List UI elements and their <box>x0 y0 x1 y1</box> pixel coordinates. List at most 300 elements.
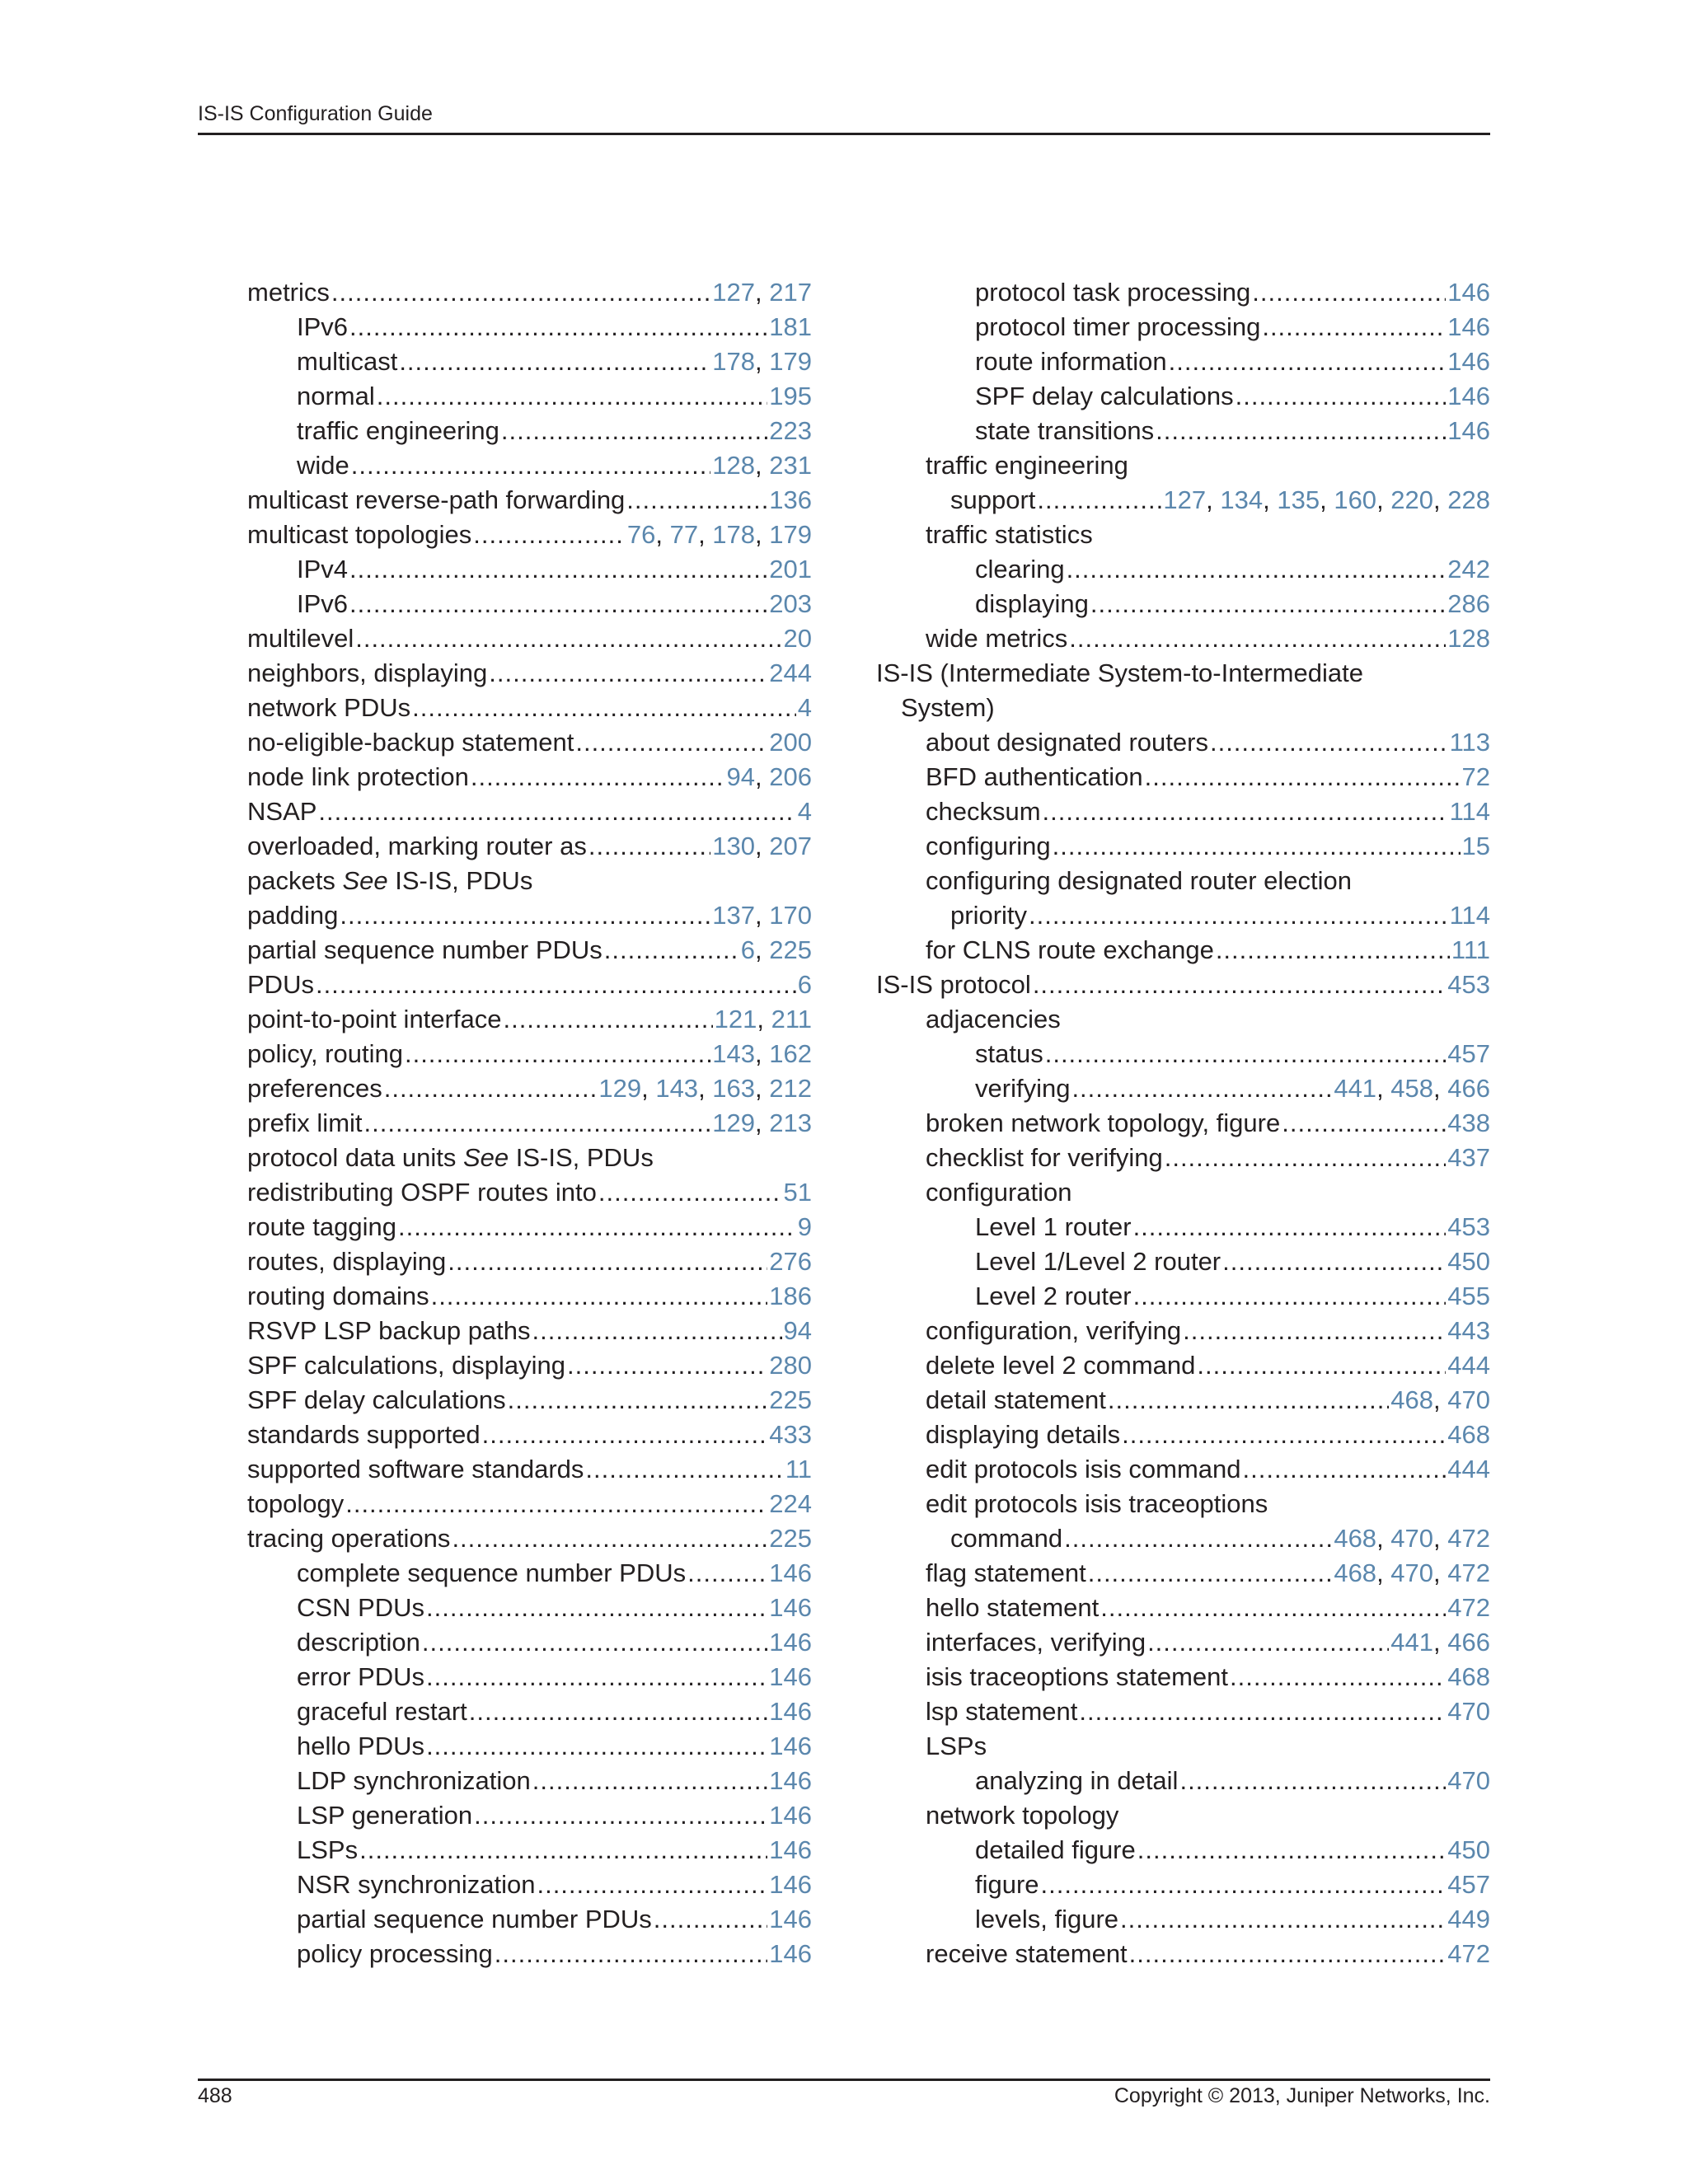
page-link[interactable]: 441 <box>1390 1628 1434 1657</box>
index-entry <box>876 1314 1490 1348</box>
index-entry <box>247 691 812 725</box>
page-link[interactable]: 6 <box>797 970 812 999</box>
index-entry <box>876 1210 1490 1244</box>
index-term: policy processing <box>297 1939 493 1968</box>
index-entry <box>876 414 1490 448</box>
index-entry <box>247 483 812 518</box>
dot-leader <box>351 448 711 483</box>
page-references <box>785 1452 812 1487</box>
page-references: 441, 466 <box>1390 1628 1490 1657</box>
dot-leader <box>469 1694 768 1729</box>
page-link[interactable]: 276 <box>769 1247 812 1276</box>
page-link[interactable]: 178 <box>712 520 756 549</box>
index-term: adjacencies <box>926 1005 1061 1033</box>
page-references <box>1450 725 1490 760</box>
page-link[interactable]: 114 <box>1449 797 1490 826</box>
see-reference: See <box>342 866 388 895</box>
dot-leader <box>471 760 725 794</box>
page-link[interactable]: 223 <box>769 416 812 445</box>
page-link[interactable]: 468 <box>1334 1558 1377 1587</box>
index-term: protocol data units See IS-IS, PDUs <box>247 1143 654 1172</box>
page-references <box>769 1591 812 1625</box>
page-link[interactable]: 162 <box>769 1039 812 1068</box>
page-link[interactable]: 217 <box>769 278 812 307</box>
page-references <box>769 1902 812 1937</box>
index-entry <box>876 968 1490 1002</box>
index-entry <box>876 760 1490 794</box>
page-link[interactable]: 224 <box>769 1489 812 1518</box>
page-link[interactable]: 134 <box>1220 485 1264 514</box>
page-link[interactable]: 137 <box>712 901 756 930</box>
index-term: multicast <box>297 347 398 376</box>
page-link[interactable]: 160 <box>1334 485 1377 514</box>
page-link[interactable]: 146 <box>1447 347 1490 376</box>
page-link[interactable]: 450 <box>1447 1835 1490 1864</box>
page-link[interactable]: 146 <box>769 1870 812 1899</box>
index-term: configuration <box>926 1178 1072 1207</box>
see-target: IS-IS, PDUs <box>509 1143 654 1172</box>
page-link[interactable]: 207 <box>769 832 812 860</box>
page-link[interactable]: 51 <box>783 1178 812 1207</box>
index-term: routing domains <box>247 1282 429 1310</box>
index-term: point-to-point interface <box>247 1005 502 1033</box>
dot-leader <box>1120 1902 1446 1937</box>
index-entry <box>247 448 812 483</box>
page-link[interactable]: 195 <box>769 382 812 410</box>
page-link[interactable]: 280 <box>769 1351 812 1380</box>
index-term: prefix limit <box>247 1108 363 1137</box>
page-references <box>1450 794 1490 829</box>
index-entry <box>876 1798 1490 1833</box>
page-references: 130, 207 <box>712 832 812 860</box>
page-link[interactable]: 94 <box>726 762 756 791</box>
see-target: IS-IS, PDUs <box>387 866 533 895</box>
index-entry <box>247 760 812 794</box>
page-link[interactable]: 438 <box>1447 1108 1490 1137</box>
index-term: NSAP <box>247 797 317 826</box>
index-entry <box>876 1625 1490 1660</box>
page-link[interactable]: 468 <box>1447 1420 1490 1449</box>
page-link[interactable]: 466 <box>1447 1628 1490 1657</box>
page-link[interactable]: 468 <box>1390 1385 1434 1414</box>
index-entry <box>876 864 1490 898</box>
index-entry <box>876 448 1490 483</box>
dot-leader <box>364 1106 711 1141</box>
index-term: SPF delay calculations <box>975 382 1234 410</box>
page-references <box>1447 379 1490 414</box>
page-link[interactable]: 163 <box>712 1074 756 1103</box>
index-entry <box>247 1037 812 1071</box>
index-term: checksum <box>926 797 1041 826</box>
page-link[interactable]: 127 <box>712 278 756 307</box>
page-references <box>769 552 812 587</box>
index-entry <box>247 1452 812 1487</box>
index-term: LSPs <box>297 1835 359 1864</box>
page-link[interactable]: 146 <box>1447 278 1490 307</box>
dot-leader <box>1067 552 1447 587</box>
index-entry <box>876 1279 1490 1314</box>
page-link[interactable]: 114 <box>1449 901 1490 930</box>
page-link[interactable]: 201 <box>769 555 812 583</box>
index-entry <box>247 1660 812 1694</box>
page-link[interactable]: 146 <box>769 1939 812 1968</box>
page-link[interactable]: 468 <box>1447 1662 1490 1691</box>
index-entry <box>247 1418 812 1452</box>
page-link[interactable]: 213 <box>769 1108 812 1137</box>
index-term: displaying details <box>926 1420 1121 1449</box>
page-link[interactable]: 470 <box>1447 1697 1490 1726</box>
page-references: 468, 470, 472 <box>1334 1558 1490 1587</box>
page-references <box>1447 1868 1490 1902</box>
dot-leader <box>501 414 767 448</box>
page-link[interactable]: 146 <box>1447 382 1490 410</box>
index-term: command <box>950 1524 1063 1553</box>
index-term: normal <box>297 382 375 410</box>
index-entry <box>247 1487 812 1521</box>
page-link[interactable]: 458 <box>1390 1074 1434 1103</box>
index-entry <box>247 518 812 552</box>
index-term: figure <box>975 1870 1039 1899</box>
page-link[interactable]: 136 <box>769 485 812 514</box>
page-link[interactable]: 146 <box>1447 416 1490 445</box>
page-link[interactable]: 121 <box>714 1005 757 1033</box>
index-entry <box>247 621 812 656</box>
page-references <box>769 725 812 760</box>
dot-leader <box>398 1210 796 1244</box>
dot-leader <box>1037 483 1161 518</box>
index-term: verifying <box>975 1074 1071 1103</box>
page-references <box>769 483 812 518</box>
page-link[interactable]: 470 <box>1447 1766 1490 1795</box>
dot-leader <box>474 1798 767 1833</box>
page-link[interactable]: 228 <box>1447 485 1490 514</box>
dot-leader <box>503 1002 712 1037</box>
page-link[interactable]: 181 <box>769 312 812 341</box>
page-references: 178, 179 <box>712 347 812 376</box>
index-entry <box>876 1106 1490 1141</box>
page-link[interactable]: 146 <box>769 1801 812 1830</box>
index-entry <box>247 1002 812 1037</box>
index-entry <box>876 1591 1490 1625</box>
page-references: 441, 458, 466 <box>1334 1074 1490 1103</box>
dot-leader <box>412 691 796 725</box>
index-entry <box>247 310 812 344</box>
page-link[interactable]: 146 <box>769 1835 812 1864</box>
page-link[interactable]: 113 <box>1449 728 1490 757</box>
page-link[interactable]: 466 <box>1447 1074 1490 1103</box>
index-term: hello statement <box>926 1593 1100 1622</box>
dot-leader <box>1147 1625 1389 1660</box>
page-references <box>1447 1694 1490 1729</box>
index-term: levels, figure <box>975 1905 1119 1933</box>
page-link[interactable]: 470 <box>1447 1385 1490 1414</box>
page-link[interactable]: 4 <box>797 797 812 826</box>
page-link[interactable]: 146 <box>769 1593 812 1622</box>
page-references <box>1447 1452 1490 1487</box>
page-link[interactable]: 244 <box>769 658 812 687</box>
page-link[interactable]: 129 <box>712 1108 756 1137</box>
index-entry <box>876 379 1490 414</box>
index-term: lsp statement <box>926 1697 1078 1726</box>
dot-leader <box>405 1037 710 1071</box>
index-entry <box>247 1798 812 1833</box>
dot-leader <box>567 1348 767 1383</box>
page-link[interactable]: 111 <box>1451 935 1490 964</box>
page-link[interactable]: 220 <box>1390 485 1434 514</box>
index-entry <box>247 1141 812 1175</box>
page-link[interactable]: 468 <box>1334 1524 1377 1553</box>
copyright-notice: Copyright © 2013, Juniper Networks, Inc. <box>1114 2084 1490 2107</box>
index-entry <box>247 1937 812 1971</box>
page-references <box>769 1729 812 1764</box>
page-link[interactable]: 6 <box>740 935 756 964</box>
dot-leader <box>1262 310 1446 344</box>
index-entry <box>247 794 812 829</box>
page-link[interactable]: 72 <box>1461 762 1490 791</box>
header-rule <box>198 133 1490 135</box>
page-link[interactable]: 225 <box>769 1524 812 1553</box>
dot-leader <box>1236 379 1447 414</box>
index-term: LSP generation <box>297 1801 473 1830</box>
page-link[interactable]: 143 <box>712 1039 756 1068</box>
index-term: LSPs <box>926 1732 987 1760</box>
index-entry <box>247 898 812 933</box>
dot-leader <box>1090 587 1446 621</box>
dot-leader <box>1064 1521 1332 1556</box>
index-entry <box>247 1521 812 1556</box>
dot-leader <box>1169 344 1447 379</box>
index-term: detail statement <box>926 1385 1106 1414</box>
page-link[interactable]: 457 <box>1447 1039 1490 1068</box>
page-link[interactable]: 94 <box>783 1316 812 1345</box>
page-link[interactable]: 135 <box>1277 485 1320 514</box>
index-term: topology <box>247 1489 345 1518</box>
index-term: about designated routers <box>926 728 1208 757</box>
page-link[interactable]: 143 <box>655 1074 699 1103</box>
page-link[interactable]: 206 <box>769 762 812 791</box>
index-entry <box>247 587 812 621</box>
page-references <box>769 1764 812 1798</box>
page-link[interactable]: 212 <box>769 1074 812 1103</box>
page-references: 76, 77, 178, 179 <box>626 520 812 549</box>
page-link[interactable]: 130 <box>712 832 756 860</box>
dot-leader <box>1053 829 1461 864</box>
dot-leader <box>384 1071 598 1106</box>
dot-leader <box>1088 1556 1333 1591</box>
page-link[interactable]: 146 <box>769 1628 812 1657</box>
index-term: error PDUs <box>297 1662 425 1691</box>
index-term: hello PDUs <box>297 1732 425 1760</box>
page-link[interactable]: 4 <box>797 693 812 722</box>
index-term: network PDUs <box>247 693 411 722</box>
page-link[interactable]: 455 <box>1447 1282 1490 1310</box>
page-link[interactable]: 444 <box>1447 1351 1490 1380</box>
index-entry <box>876 933 1490 968</box>
dot-leader <box>377 379 768 414</box>
page-references <box>784 621 812 656</box>
page-link[interactable]: 146 <box>769 1766 812 1795</box>
index-entry <box>876 725 1490 760</box>
index-term: checklist for verifying <box>926 1143 1163 1172</box>
page-link[interactable]: 128 <box>1447 624 1490 653</box>
dot-leader <box>359 1833 767 1868</box>
dot-leader <box>537 1868 767 1902</box>
index-entry <box>876 344 1490 379</box>
page-references <box>769 1418 812 1452</box>
page-link[interactable]: 129 <box>598 1074 642 1103</box>
page-link[interactable]: 225 <box>769 1385 812 1414</box>
page-references: 468, 470, 472 <box>1334 1524 1490 1553</box>
index-term: multilevel <box>247 624 354 653</box>
index-entry <box>876 1487 1490 1521</box>
page-references <box>1447 621 1490 656</box>
page-link[interactable]: 146 <box>769 1662 812 1691</box>
page-link[interactable]: 170 <box>769 901 812 930</box>
page-references <box>1450 898 1490 933</box>
page-references <box>784 1314 812 1348</box>
index-entry <box>247 1279 812 1314</box>
page-link[interactable]: 20 <box>783 624 812 653</box>
dot-leader <box>473 518 626 552</box>
index-entry <box>247 864 812 898</box>
page-link[interactable]: 443 <box>1447 1316 1490 1345</box>
page-references: 468, 470 <box>1390 1385 1490 1414</box>
dot-leader <box>598 1175 782 1210</box>
index-term: Level 2 router <box>975 1282 1132 1310</box>
page-link[interactable]: 242 <box>1447 555 1490 583</box>
index-entry <box>876 587 1490 621</box>
page-references: 127, 217 <box>712 278 812 307</box>
page-number: 488 <box>198 2084 232 2107</box>
index-entry <box>876 1902 1490 1937</box>
index-term: no-eligible-backup statement <box>247 728 574 757</box>
page-link[interactable]: 9 <box>797 1212 812 1241</box>
page-link[interactable]: 146 <box>769 1732 812 1760</box>
index-term: partial sequence number PDUs <box>247 935 603 964</box>
dot-leader <box>1252 275 1446 310</box>
index-entry <box>247 275 812 310</box>
page-link[interactable]: 433 <box>769 1420 812 1449</box>
page-link[interactable]: 453 <box>1447 1212 1490 1241</box>
page-link[interactable]: 146 <box>1447 312 1490 341</box>
page-link[interactable]: 444 <box>1447 1455 1490 1483</box>
index-term: receive statement <box>926 1939 1128 1968</box>
index-term: metrics <box>247 278 330 307</box>
dot-leader <box>349 552 767 587</box>
dot-leader <box>1222 1244 1446 1279</box>
page-link[interactable]: 457 <box>1447 1870 1490 1899</box>
page-references <box>769 1660 812 1694</box>
dot-leader <box>604 933 739 968</box>
page-link[interactable]: 186 <box>769 1282 812 1310</box>
index-entry <box>247 1625 812 1660</box>
page-references <box>769 1279 812 1314</box>
dot-leader <box>489 656 767 691</box>
index-entry <box>247 1106 812 1141</box>
index-term: IPv6 <box>297 589 349 618</box>
page-link[interactable]: 449 <box>1447 1905 1490 1933</box>
page-link[interactable]: 200 <box>769 728 812 757</box>
page-link[interactable]: 15 <box>1461 832 1490 860</box>
page-link[interactable]: 472 <box>1447 1939 1490 1968</box>
page-link[interactable]: 146 <box>769 1558 812 1587</box>
page-link[interactable]: 472 <box>1447 1558 1490 1587</box>
index-entry <box>247 1591 812 1625</box>
footer-rule <box>198 2079 1490 2081</box>
index-term: priority <box>950 901 1028 930</box>
page-link[interactable]: 179 <box>769 347 812 376</box>
page-references: 121, 211 <box>714 1005 812 1033</box>
page-link[interactable]: 77 <box>669 520 699 549</box>
page-link[interactable]: 231 <box>769 451 812 480</box>
index-entry <box>247 1175 812 1210</box>
dot-leader <box>1282 1106 1446 1141</box>
index-entry <box>876 1833 1490 1868</box>
page-link[interactable]: 146 <box>769 1905 812 1933</box>
page-references <box>769 1244 812 1279</box>
index-term: delete level 2 command <box>926 1351 1196 1380</box>
page-link[interactable]: 437 <box>1447 1143 1490 1172</box>
index-term: Level 1 router <box>975 1212 1132 1241</box>
page-link[interactable]: 286 <box>1447 589 1490 618</box>
dot-leader <box>1108 1383 1389 1418</box>
page-references <box>1447 1937 1490 1971</box>
page-link[interactable]: 76 <box>626 520 656 549</box>
page-link[interactable]: 211 <box>771 1005 812 1033</box>
page-link[interactable]: 11 <box>785 1455 812 1483</box>
dot-leader <box>585 1452 783 1487</box>
index-term: IS-IS protocol <box>876 970 1031 999</box>
index-term: wide <box>297 451 349 480</box>
page-references <box>798 794 812 829</box>
index-entry <box>876 829 1490 864</box>
page-link[interactable]: 472 <box>1447 1524 1490 1553</box>
page-link[interactable]: 450 <box>1447 1247 1490 1276</box>
index-term: RSVP LSP backup paths <box>247 1316 531 1345</box>
index-entry <box>247 1071 812 1106</box>
page-link[interactable]: 127 <box>1163 485 1207 514</box>
page-link[interactable]: 441 <box>1334 1074 1377 1103</box>
page-link[interactable]: 179 <box>769 520 812 549</box>
page-link[interactable]: 203 <box>769 589 812 618</box>
dot-leader <box>1243 1452 1447 1487</box>
page-references <box>1447 1591 1490 1625</box>
dot-leader <box>1165 1141 1447 1175</box>
page-references: 128, 231 <box>712 451 812 480</box>
dot-leader <box>1133 1210 1447 1244</box>
index-entry <box>247 1764 812 1798</box>
page-link[interactable]: 128 <box>712 451 756 480</box>
page-link[interactable]: 146 <box>769 1697 812 1726</box>
page-link[interactable]: 178 <box>712 347 756 376</box>
index-term: policy, routing <box>247 1039 403 1068</box>
page-references <box>1447 1348 1490 1383</box>
page-references <box>1447 275 1490 310</box>
index-entry <box>876 1175 1490 1210</box>
index-entry <box>876 1071 1490 1106</box>
index-entry <box>247 1694 812 1729</box>
dot-leader <box>532 1314 782 1348</box>
page-link[interactable]: 470 <box>1390 1524 1434 1553</box>
index-entry <box>876 1383 1490 1418</box>
page-link[interactable]: 470 <box>1390 1558 1434 1587</box>
page-link[interactable]: 225 <box>769 935 812 964</box>
page-link[interactable]: 453 <box>1447 970 1490 999</box>
dot-leader <box>1137 1833 1447 1868</box>
page-references <box>1447 1764 1490 1798</box>
page-references <box>1447 1210 1490 1244</box>
page-link[interactable]: 472 <box>1447 1593 1490 1622</box>
